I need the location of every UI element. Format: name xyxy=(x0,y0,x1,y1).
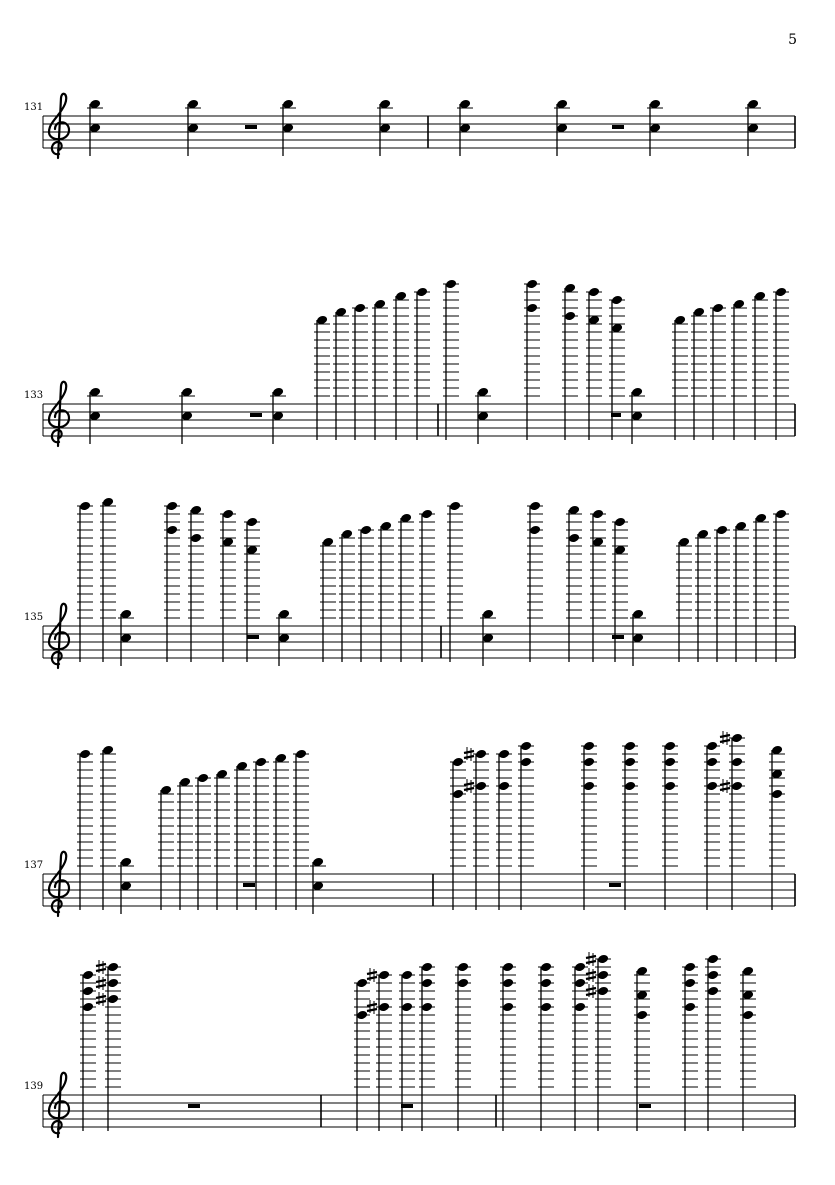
measure-number: 135 xyxy=(24,612,44,623)
notehead xyxy=(712,303,724,314)
notehead xyxy=(636,1010,648,1021)
notehead xyxy=(684,962,696,973)
notehead xyxy=(775,287,787,298)
notehead xyxy=(624,757,636,768)
notehead xyxy=(421,1002,433,1013)
notehead xyxy=(611,295,623,306)
notehead xyxy=(597,986,609,997)
notehead xyxy=(707,986,719,997)
notehead xyxy=(295,749,307,760)
notehead xyxy=(540,1002,552,1013)
notehead xyxy=(222,509,234,520)
notehead xyxy=(706,781,718,792)
notehead xyxy=(592,509,604,520)
notehead xyxy=(457,962,469,973)
notehead xyxy=(742,1010,754,1021)
rest xyxy=(245,125,257,129)
notehead xyxy=(82,986,94,997)
notehead xyxy=(771,789,783,800)
notehead xyxy=(540,962,552,973)
notehead xyxy=(421,978,433,989)
measure-number: 137 xyxy=(24,860,44,871)
rest xyxy=(401,1104,413,1108)
notehead xyxy=(457,978,469,989)
notehead xyxy=(197,773,209,784)
rest xyxy=(243,883,255,887)
notehead xyxy=(583,757,595,768)
notehead xyxy=(574,978,586,989)
notehead xyxy=(246,517,258,528)
rest xyxy=(247,635,259,639)
notehead xyxy=(564,311,576,322)
notehead xyxy=(707,954,719,965)
notehead xyxy=(624,741,636,752)
notehead xyxy=(583,741,595,752)
notehead xyxy=(421,962,433,973)
sharp-icon xyxy=(96,960,106,974)
notehead xyxy=(502,1002,514,1013)
notehead xyxy=(452,757,464,768)
notehead xyxy=(529,501,541,512)
notehead xyxy=(568,533,580,544)
notehead xyxy=(624,781,636,792)
measure-number: 139 xyxy=(24,1081,44,1092)
notehead xyxy=(731,781,743,792)
notehead xyxy=(190,533,202,544)
notehead xyxy=(597,970,609,981)
notehead xyxy=(79,749,91,760)
notehead xyxy=(583,781,595,792)
notehead xyxy=(716,525,728,536)
sharp-icon xyxy=(96,976,106,990)
notehead xyxy=(775,509,787,520)
sharp-icon xyxy=(367,968,377,982)
notehead xyxy=(356,978,368,989)
sharp-icon xyxy=(720,779,730,793)
notehead xyxy=(588,287,600,298)
notehead xyxy=(416,287,428,298)
notehead xyxy=(706,757,718,768)
notehead xyxy=(664,741,676,752)
notehead xyxy=(498,749,510,760)
notehead xyxy=(356,1010,368,1021)
notehead xyxy=(475,781,487,792)
notehead xyxy=(166,525,178,536)
notehead xyxy=(731,757,743,768)
sharp-icon xyxy=(720,731,730,745)
notehead xyxy=(445,279,457,290)
notehead xyxy=(107,994,119,1005)
notehead xyxy=(378,1002,390,1013)
notehead xyxy=(401,1002,413,1013)
notehead xyxy=(360,525,372,536)
notehead xyxy=(664,781,676,792)
rest xyxy=(188,1104,200,1108)
notehead xyxy=(540,978,552,989)
sharp-icon xyxy=(464,747,474,761)
notehead xyxy=(529,525,541,536)
notehead xyxy=(520,757,532,768)
measure-number: 131 xyxy=(24,102,44,113)
rest xyxy=(612,635,624,639)
rest xyxy=(639,1104,651,1108)
notehead xyxy=(684,978,696,989)
notehead xyxy=(614,517,626,528)
rest xyxy=(612,125,624,129)
notehead xyxy=(731,733,743,744)
notehead xyxy=(449,501,461,512)
notehead xyxy=(452,789,464,800)
notehead xyxy=(401,970,413,981)
notehead xyxy=(79,501,91,512)
notehead xyxy=(706,741,718,752)
notehead xyxy=(475,749,487,760)
notehead xyxy=(498,781,510,792)
notehead xyxy=(354,303,366,314)
notehead xyxy=(82,970,94,981)
notehead xyxy=(574,962,586,973)
sharp-icon xyxy=(586,952,596,966)
notehead xyxy=(421,509,433,520)
measure-number: 133 xyxy=(24,390,44,401)
notehead xyxy=(502,978,514,989)
notehead xyxy=(684,1002,696,1013)
notehead xyxy=(82,1002,94,1013)
rest xyxy=(250,413,262,417)
sharp-icon xyxy=(96,992,106,1006)
notehead xyxy=(597,954,609,965)
notehead xyxy=(502,962,514,973)
notehead xyxy=(526,303,538,314)
notehead xyxy=(574,1002,586,1013)
notehead xyxy=(378,970,390,981)
page-number: 5 xyxy=(788,32,797,48)
notehead xyxy=(107,962,119,973)
notehead xyxy=(520,741,532,752)
notehead xyxy=(526,279,538,290)
notehead xyxy=(166,501,178,512)
rest xyxy=(609,883,621,887)
notehead xyxy=(107,978,119,989)
notehead xyxy=(255,757,267,768)
notehead xyxy=(664,757,676,768)
notehead xyxy=(707,970,719,981)
